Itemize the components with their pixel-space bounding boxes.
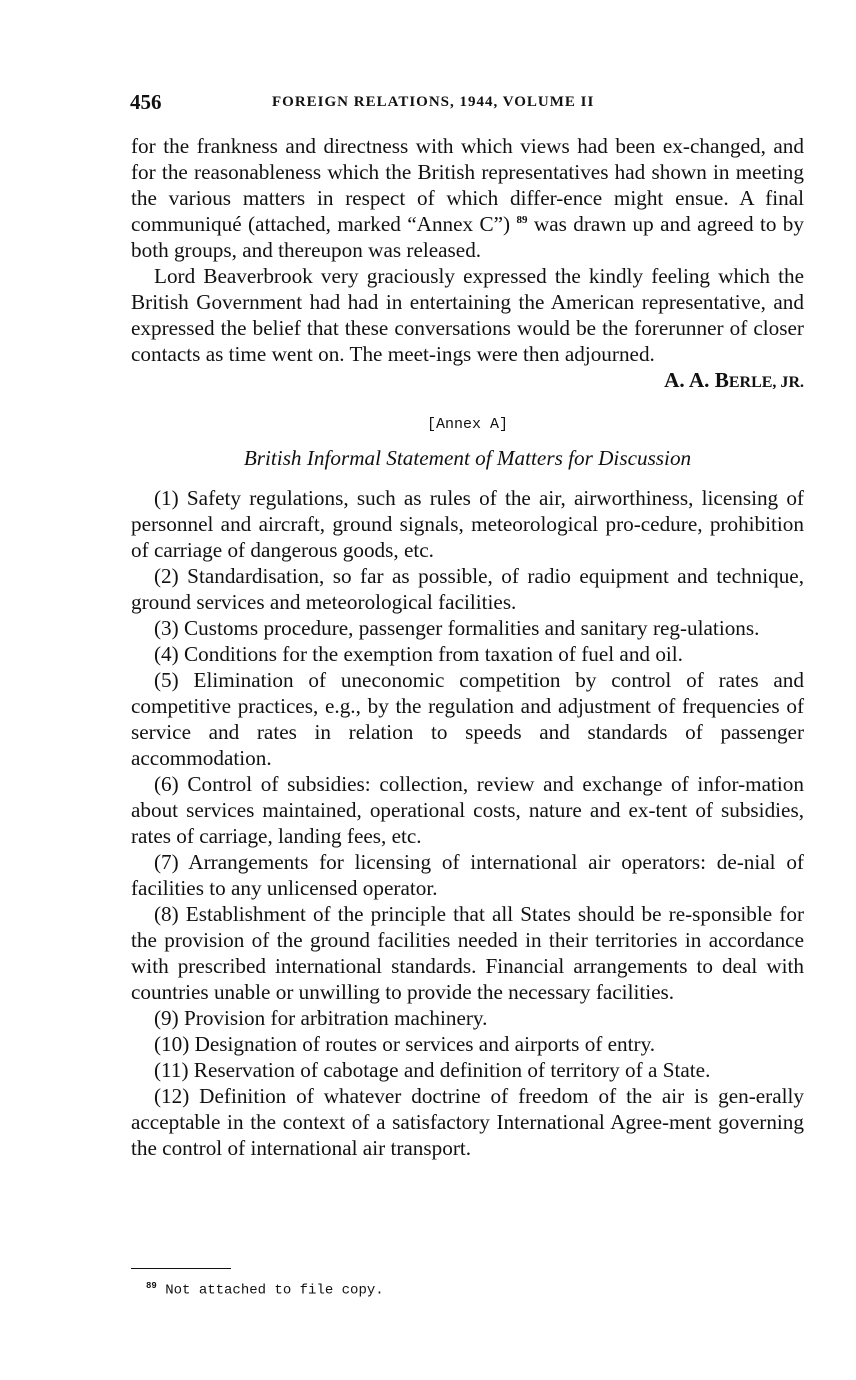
signature-surname: ERLE, J [728,374,789,391]
page-number: 456 [130,90,162,114]
list-item: (10) Designation of routes or services and airports of entry. [154,1032,656,1056]
footnote-divider [131,1268,231,1269]
list-item: (1) Safety regulations, such as rules of the air, airworthiness, licensing of personnel and aircraft, ground signals, meteorological pro-cedure, prohibition of carriage of dangerous goods, etc. [131,486,804,562]
paragraph-1 [131,133,804,263]
list-item: (11) Reservation of cabotage and definition of territory of a State. [154,1058,711,1082]
paragraph-1-end: was drawn up and agreed to by both groups, and thereupon was released. [131,212,804,262]
footnote-text: Not attached to file copy. [165,1282,384,1299]
list-item: (9) Provision for arbitration machinery. [154,1006,488,1030]
footnote-reference: 89 [516,213,528,226]
list-item: (8) Establishment of the principle that all States should be re-sponsible for the provision of the ground facilities needed in their territories in accordance with prescribed international standards. Financial arrangements to deal with countries unable or unwilling to provide the necessary facilities. [131,902,804,1004]
item-list [131,485,804,1161]
signature-initials: A. A. B [664,368,729,392]
list-item: (3) Customs procedure, passenger formalities and sanitary reg-ulations. [154,616,760,640]
annex-title: British Informal Statement of Matters for Discussion [243,446,692,470]
footnote [146,1281,384,1299]
signature [131,367,804,395]
list-item: (2) Standardisation, so far as possible, of radio equipment and technique, ground services and meteorological facilities. [131,564,804,614]
page-content [131,133,804,1161]
running-head: FOREIGN RELATIONS, 1944, VOLUME II [272,94,595,110]
list-item: (6) Control of subsidies: collection, review and exchange of infor-mation about services maintained, operational costs, nature and ex-tent of subsidies, rates of carriage, landing fees, etc. [131,772,804,848]
page-header [130,90,810,116]
paragraph-1-text: for the frankness and directness with which views had been ex-changed, and for the reasonableness which the British representatives had shown in meeting the various matters in respect of which differ-ence might ensue. A final communiqué (attached, marked “Annex C”) [131,134,804,236]
list-item: (4) Conditions for the exemption from taxation of fuel and oil. [154,642,683,666]
list-item: (5) Elimination of uneconomic competition by control of rates and competitive practices, e.g., by the regulation and adjustment of frequencies of service and rates in relation to speeds and standards of passenger accommodation. [131,668,804,770]
footnote-marker: 89 [146,1281,157,1291]
signature-suffix: R. [788,374,804,391]
annex-label: [Annex A] [426,416,508,433]
list-item: (12) Definition of whatever doctrine of freedom of the air is gen-erally acceptable in the context of a satisfactory International Agree-ment governing the control of international air transport. [131,1084,804,1160]
paragraph-2: Lord Beaverbrook very graciously expressed the kindly feeling which the British Government had had in entertaining the American representative, and expressed the belief that these conversations would be the forerunner of closer contacts as time went on. The meet-ings were then adjourned. [131,264,804,366]
list-item: (7) Arrangements for licensing of international air operators: de-nial of facilities to any unlicensed operator. [131,850,804,900]
